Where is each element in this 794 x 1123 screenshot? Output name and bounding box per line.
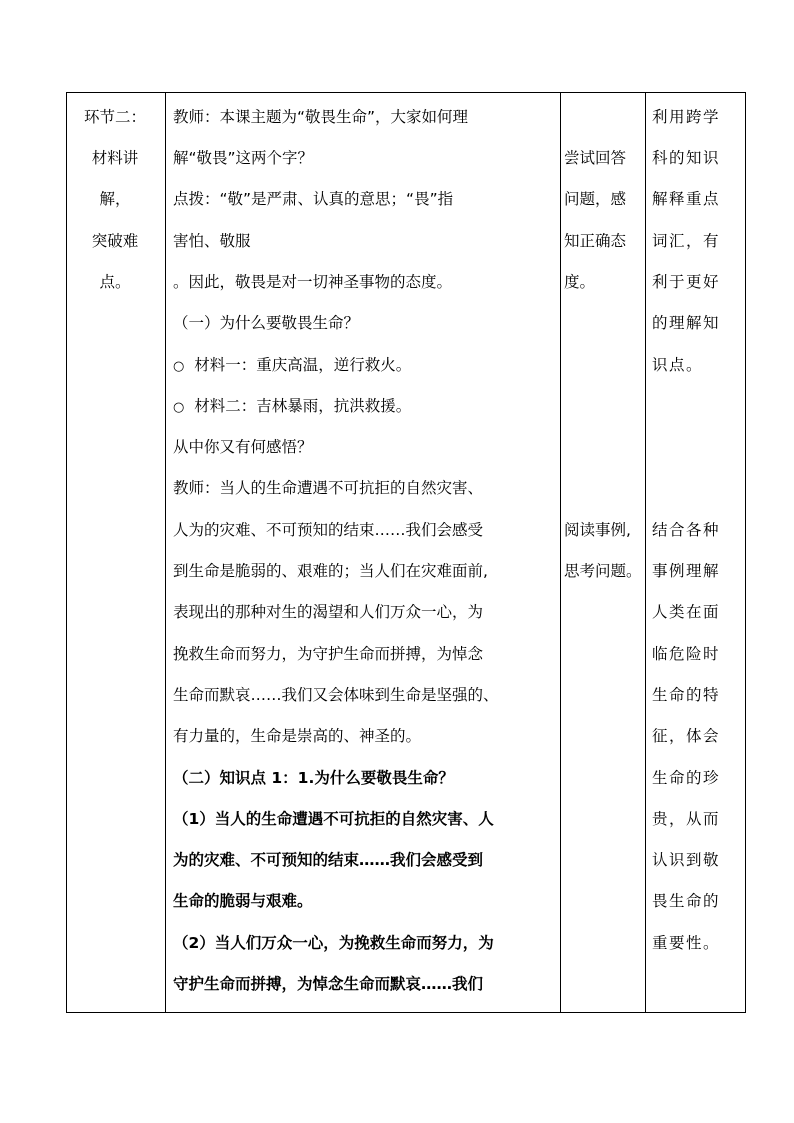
intent-line: 解释重点 xyxy=(652,190,721,208)
point2-line: （2）当人们万众一心，为挽救生命而努力，为 xyxy=(173,934,494,952)
bullet-circle-icon: ○ xyxy=(173,400,185,415)
stage-line: 环节二： xyxy=(83,108,146,126)
point2-line: 守护生命而拼搏，为悼念生命而默哀……我们 xyxy=(173,975,484,993)
teacher-intro-line: 教师：本课主题为“敬畏生命”，大家如何理 xyxy=(173,108,469,126)
intent-line: 人类在面 xyxy=(652,603,721,621)
teacher-intro-line: 解“敬畏”这两个字？ xyxy=(173,149,314,167)
intent-line: 利于更好 xyxy=(652,273,721,291)
intent-line: 事例理解 xyxy=(652,562,721,580)
intent-line: 畏生命的 xyxy=(652,892,721,910)
stage-line: 解， xyxy=(99,190,131,208)
material-item xyxy=(173,355,411,377)
material-item xyxy=(173,396,411,418)
point1-line: （1）当人的生命遭遇不可抗拒的自然灾害、人 xyxy=(173,810,494,828)
teacher-summary-line: 教师：当人的生命遭遇不可抗拒的自然灾害、 xyxy=(173,479,484,497)
teacher-summary-line: 生命而默哀……我们又会体味到生命是坚强的、 xyxy=(173,686,499,704)
lesson-plan-table xyxy=(66,92,746,1013)
material-text: 材料二：吉林暴雨，抗洪救援。 xyxy=(194,397,412,415)
teacher-summary-line: 挽救生命而努力，为守护生命而拼搏，为悼念 xyxy=(173,645,484,663)
intent-line: 科的知识 xyxy=(652,149,721,167)
intent-line: 结合各种 xyxy=(652,521,721,539)
design-intent-cell xyxy=(646,93,746,1013)
student-activity-line: 阅读事例, xyxy=(564,521,631,539)
student-activity-line: 问题，感 xyxy=(564,190,627,208)
teacher-intro-line: 。因此，敬畏是对一切神圣事物的态度。 xyxy=(173,273,453,291)
intent-line: 生命的特 xyxy=(652,686,721,704)
student-activity-line: 尝试回答 xyxy=(564,149,627,167)
teacher-summary-line: 到生命是脆弱的、艰难的；当人们在灾难面前, xyxy=(173,562,488,580)
lesson-row xyxy=(67,93,746,1013)
student-activity-line: 思考问题。 xyxy=(564,562,642,580)
teacher-intro-line: 点拨：“敬”是严肃、认真的意思；“畏”指 xyxy=(173,190,454,208)
stage-line: 突破难 xyxy=(91,232,139,250)
section1-heading: （一）为什么要敬畏生命？ xyxy=(173,314,360,332)
student-activity-line: 度。 xyxy=(564,273,596,291)
intent-line: 利用跨学 xyxy=(652,108,721,126)
intent-line: 生命的珍 xyxy=(652,769,721,787)
teacher-summary-line: 有力量的，生命是崇高的、神圣的。 xyxy=(173,727,422,745)
teacher-summary-line: 人为的灾难、不可预知的结束……我们会感受 xyxy=(173,521,484,539)
stage-cell xyxy=(67,93,166,1013)
section2-heading: （二）知识点 1：1.为什么要敬畏生命？ xyxy=(173,769,454,787)
point1-line: 为的灾难、不可预知的结束……我们会感受到 xyxy=(173,851,484,869)
intent-line: 认识到敬 xyxy=(652,851,721,869)
material-text: 材料一：重庆高温，逆行救火。 xyxy=(194,356,412,374)
intent-line: 征，体会 xyxy=(652,727,721,745)
intent-line: 的理解知 xyxy=(652,314,721,332)
question-line: 从中你又有何感悟？ xyxy=(173,438,313,456)
intent-line: 临危险时 xyxy=(652,645,721,663)
teaching-cell xyxy=(166,93,561,1013)
intent-line: 贵，从而 xyxy=(652,810,721,828)
intent-line: 识点。 xyxy=(652,356,704,374)
stage-line: 材料讲 xyxy=(91,149,139,167)
student-activity-cell xyxy=(561,93,646,1013)
stage-line: 点。 xyxy=(99,273,131,291)
intent-line: 词汇，有 xyxy=(652,232,721,250)
student-activity-line: 知正确态 xyxy=(564,232,627,250)
teacher-summary-line: 表现出的那种对生的渴望和人们万众一心，为 xyxy=(173,603,484,621)
bullet-circle-icon: ○ xyxy=(173,359,185,374)
teacher-intro-line: 害怕、敬服 xyxy=(173,232,251,250)
point1-line: 生命的脆弱与艰难。 xyxy=(173,892,313,910)
intent-line: 重要性。 xyxy=(652,934,721,952)
